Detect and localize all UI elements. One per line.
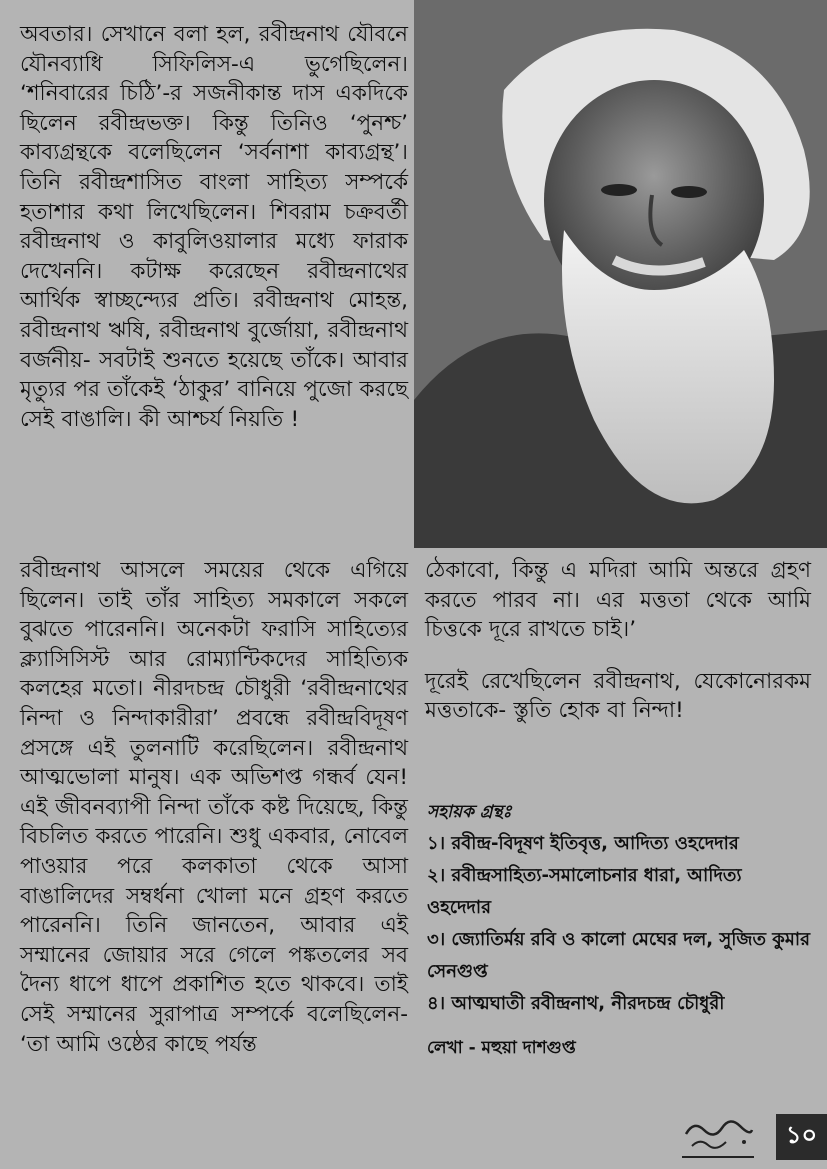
portrait-illustration bbox=[414, 0, 827, 548]
author-credit: লেখা - মহুয়া দাশগুপ্ত bbox=[427, 1038, 576, 1058]
article-paragraph: দূরেই রেখেছিলেন রবীন্দ্রনাথ, যেকোনোরকম মত্ততাকে- স্তুতি হোক বা নিন্দা! bbox=[425, 668, 811, 724]
article-paragraph: রবীন্দ্রনাথ আসলে সময়ের থেকে এগিয়ে ছিলেন। তাই তাঁর সাহিত্য সমকালে সকলে বুঝতে পারেননি। অনেকটা ফরাসি সাহিত্যের ক্ল্যাসিসিস্ট আর রোম্যান্টিকদের সাহিত্যিক কলহের মতো। নীরদচন্দ্র চৌধুরী ‘রবীন্দ্রনাথের নিন্দা ও নিন্দাকারীরা’ প্রবন্ধে রবীন্দ্রবিদূষণ প্রসঙ্গে এই তুলনাটি করেছিলেন। রবীন্দ্রনাথ আত্মভোলা মানুষ। এক অভিশপ্ত গন্ধর্ব যেন! এই জীবনব্যাপী নিন্দা তাঁকে কষ্ট দিয়েছে, কিন্তু বিচলিত করতে পারেনি। শুধু একবার, নোবেল পাওয়ার পরে কলকাতা থেকে আসা বাঙালিদের সম্বর্ধনা খোলা মনে গ্রহণ করতে পারেননি। তিনি জানতেন, আবার এই সম্মানের জোয়ার সরে গেলে পঙ্কতলের সব দৈন্য ধাপে ধাপে প্রকাশিত হতে থাকবে। তাই সেই সম্মানের সুরাপাত্র সম্পর্কে বলেছিলেন- ‘তা আমি ওষ্ঠের কাছে পর্যন্ত bbox=[20, 558, 408, 1057]
reference-item: ২। রবীন্দ্রসাহিত্য-সমালোচনার ধারা, আদিত্য ওহদেদার bbox=[427, 865, 742, 918]
article-paragraph: অবতার। সেখানে বলা হল, রবীন্দ্রনাথ যৌবনে যৌনব্যাধি সিফিলিস-এ ভুগেছিলেন। ‘শনিবারের চিঠি’-র সজনীকান্ত দাস একদিকে ছিলেন রবীন্দ্রভক্ত। কিন্তু তিনিও ‘পুনশ্চ’ কাব্যগ্রন্থকে বলেছিলেন ‘সর্বনাশা কাব্যগ্রন্থ’। তিনি রবীন্দ্রশাসিত বাংলা সাহিত্য সম্পর্কে হতাশার কথা লিখেছিলেন। শিবরাম চক্রবর্তী রবীন্দ্রনাথ ও কাবুলিওয়ালার মধ্যে ফারাক দেখেননি। কটাক্ষ করেছেন রবীন্দ্রনাথের আর্থিক স্বাচ্ছন্দ্যের প্রতি। রবীন্দ্রনাথ মোহন্ত, রবীন্দ্রনাথ ঋষি, রবীন্দ্রনাথ বুর্জোয়া, রবীন্দ্রনাথ বর্জনীয়- সবটাই শুনতে হয়েছে তাঁকে। আবার মৃত্যুর পর তাঁকেই ‘ঠাকুর’ বানিয়ে পুজো করছে সেই বাঙালি। কী আশ্চর্য নিয়তি ! bbox=[20, 22, 408, 432]
article-paragraph: ঠেকাবো, কিন্তু এ মদিরা আমি অন্তরে গ্রহণ করতে পারব না। এর মত্ততা থেকে আমি চিত্তকে দূরে রাখতে চাই।’ bbox=[425, 558, 811, 643]
magazine-logo bbox=[682, 1112, 754, 1158]
article-column-right bbox=[425, 556, 811, 748]
logo-lettering bbox=[682, 1112, 754, 1156]
reference-item: ১। রবীন্দ্র-বিদূষণ ইতিবৃত্ত, আদিত্য ওহদেদার bbox=[427, 833, 739, 854]
references-title: সহায়ক গ্রন্থঃ bbox=[427, 802, 512, 822]
references-section bbox=[427, 796, 811, 1064]
article-column-bottom-left bbox=[20, 556, 408, 1059]
portrait-photo bbox=[414, 0, 827, 548]
page-number: ১০ bbox=[776, 1114, 827, 1160]
reference-item: ৪। আত্মঘাতী রবীন্দ্রনাথ, নীরদচন্দ্র চৌধুরী bbox=[427, 993, 725, 1014]
article-column-top-left bbox=[20, 20, 408, 434]
reference-item: ৩। জ্যোতির্ময় রবি ও কালো মেঘের দল, সুজিত কুমার সেনগুপ্ত bbox=[427, 929, 810, 982]
